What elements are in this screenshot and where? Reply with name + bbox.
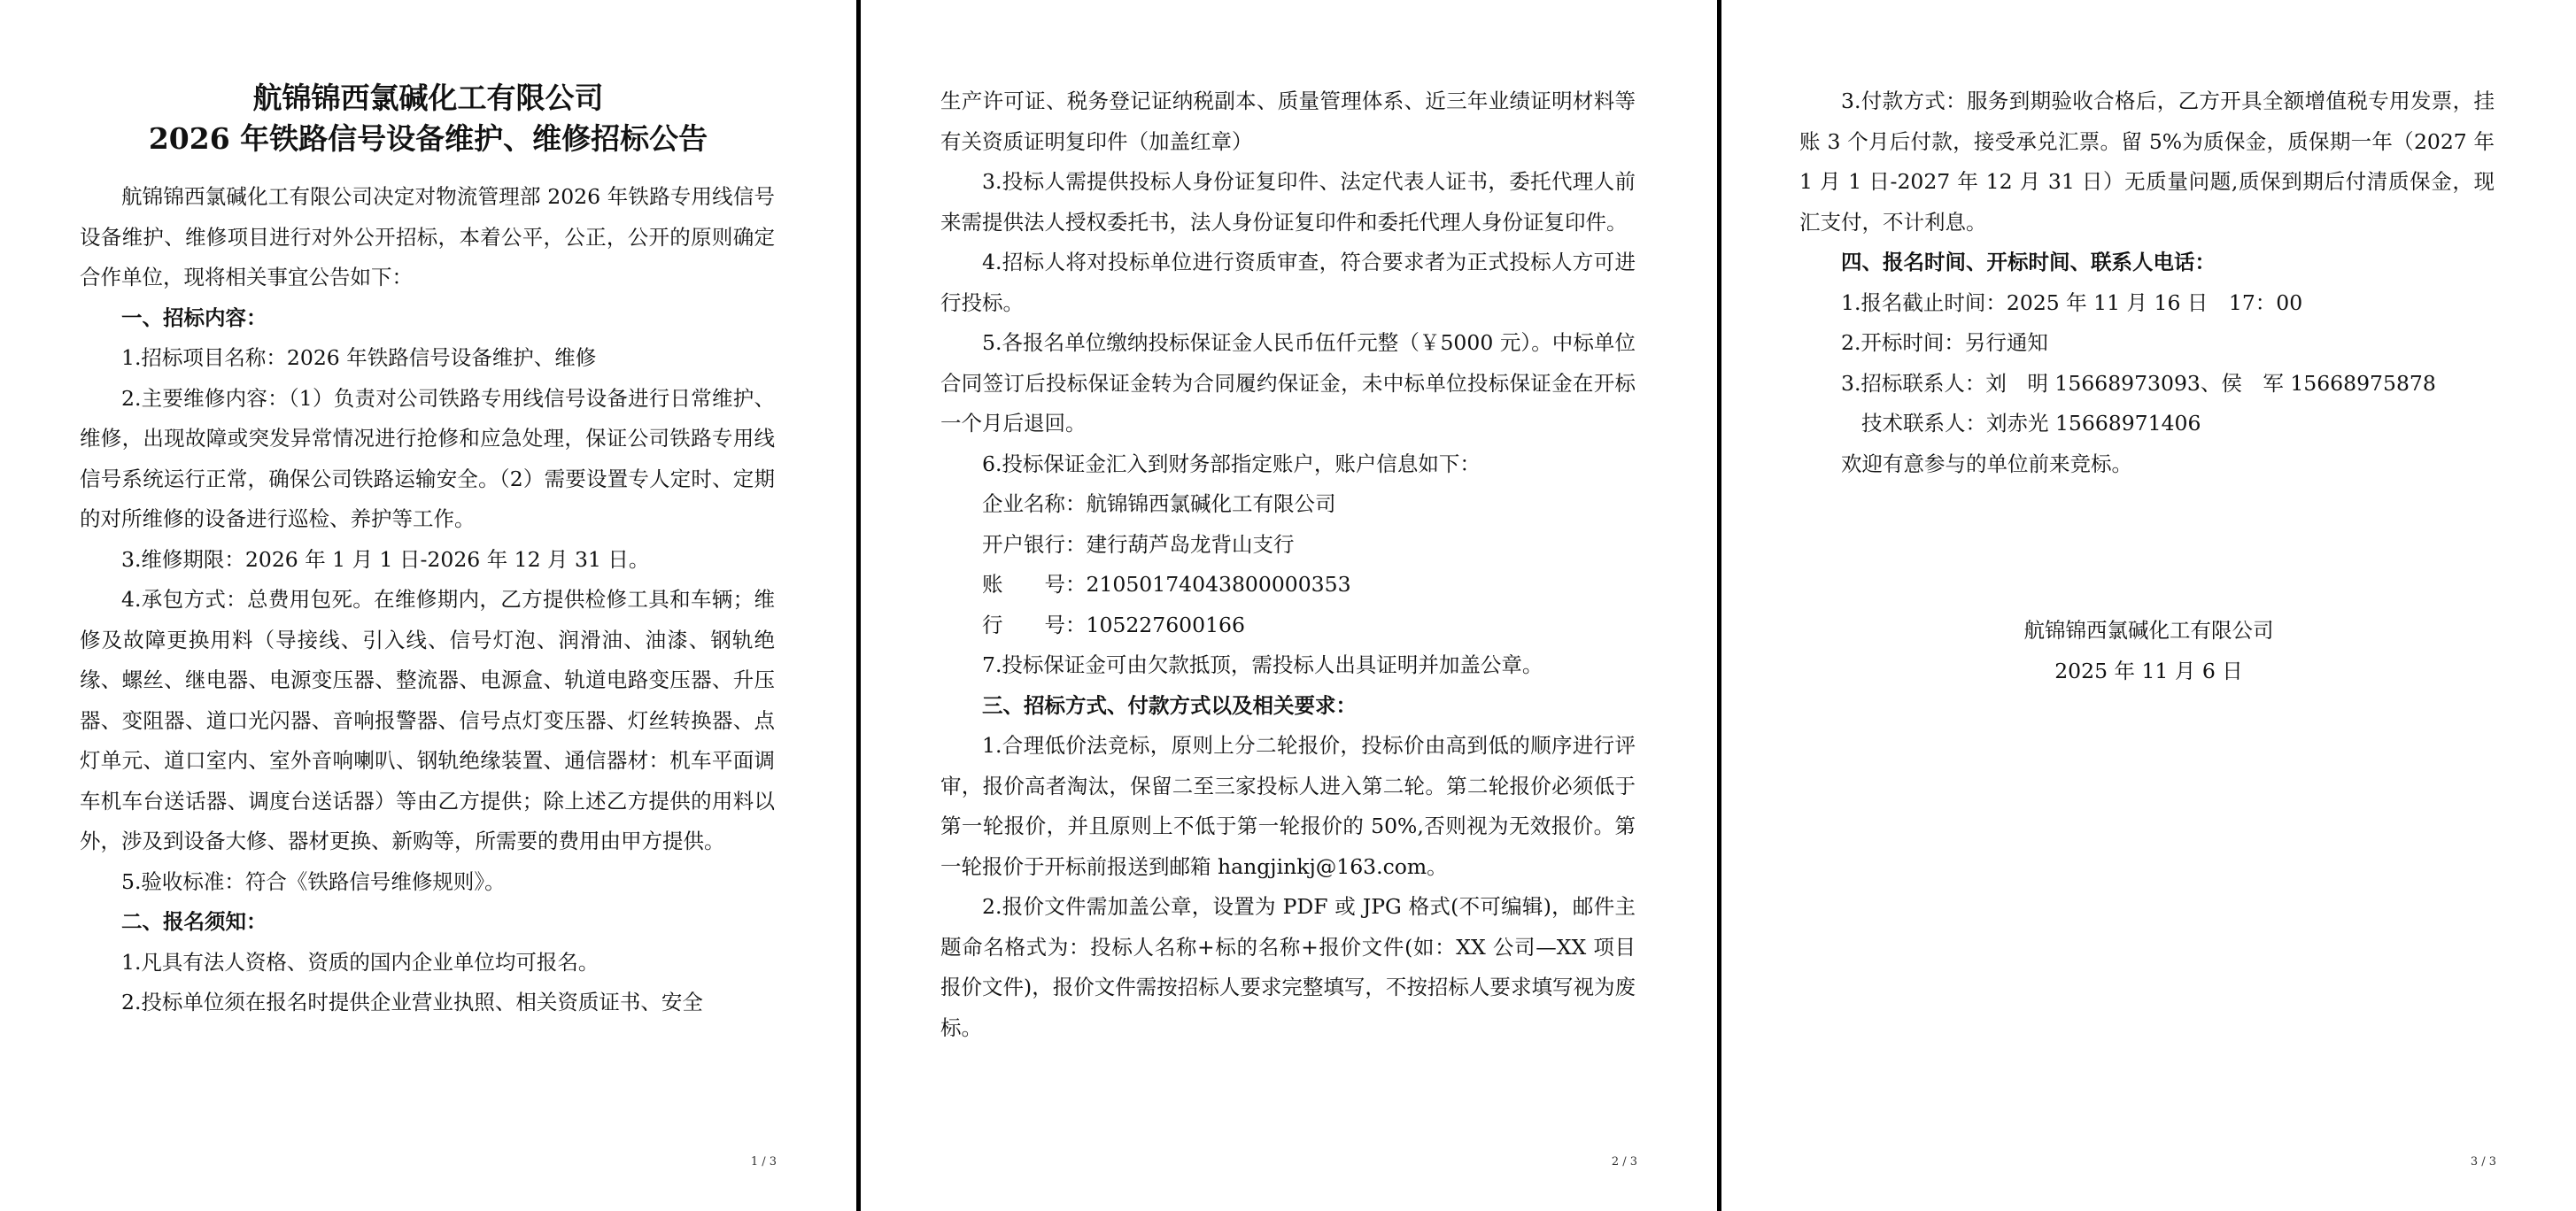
page-1-body <box>80 177 775 1023</box>
page-number: 3 / 3 <box>2470 1155 2496 1169</box>
registration-item-2: 2.投标单位须在报名时提供企业营业执照、相关资质证书、安全 <box>121 990 703 1014</box>
title-subject: 2026 年铁路信号设备维护、维修招标公告 <box>148 121 708 156</box>
page-number: 2 / 3 <box>1611 1155 1637 1169</box>
welcome-note: 欢迎有意参与的单位前来竞标。 <box>1841 451 2132 476</box>
page-3 <box>1721 0 2576 1211</box>
title-company: 航锦锦西氯碱化工有限公司 <box>252 81 604 115</box>
section-4-heading: 四、报名时间、开标时间、联系人电话： <box>1841 250 2216 274</box>
document-title <box>0 78 856 159</box>
tender-item-2: 2.主要维修内容：（1）负责对公司铁路专用线信号设备进行日常维护、维修，出现故障或突发异常情况进行抢修和应急处理，保证公司铁路专用线信号系统运行正常，确保公司铁路运输安全。（2）需要设置专人定时、定期的对所维修的设备进行巡检、养护等工作。 <box>80 385 775 531</box>
page-number: 1 / 3 <box>750 1155 777 1169</box>
account-number: 账 号：21050174043800000353 <box>982 572 1351 597</box>
registration-item-3: 3.投标人需提供投标人身份证复印件、法定代表人证书，委托代理人前来需提供法人授权委托书，法人身份证复印件和委托代理人身份证复印件。 <box>940 169 1636 235</box>
registration-item-2-continued: 生产许可证、税务登记证纳税副本、质量管理体系、近三年业绩证明材料等有关资质证明复印件（加盖红章） <box>940 89 1636 154</box>
bank-code: 行 号：105227600166 <box>982 612 1245 637</box>
tender-contacts: 3.招标联系人：刘 明 15668973093、侯 军 15668975878 <box>1841 370 2436 396</box>
registration-item-4: 4.招标人将对投标单位进行资质审查，符合要求者为正式投标人方可进行投标。 <box>940 250 1636 315</box>
registration-item-1: 1.凡具有法人资格、资质的国内企业单位均可报名。 <box>121 949 600 975</box>
registration-item-5: 5.各报名单位缴纳投标保证金人民币伍仟元整（￥5000 元）。中标单位合同签订后投标保证金转为合同履约保证金，未中标单位投标保证金在开标一个月后退回。 <box>940 330 1636 436</box>
signature-date: 2025 年 11 月 6 日 <box>2054 659 2243 683</box>
requirement-2: 2.报价文件需加盖公章，设置为 PDF 或 JPG 格式(不可编辑)，邮件主题命名格式为：投标人名称+标的名称+报价文件(如：XX 公司—XX 项目报价文件)，报价文件需按招标人要求完整填写，不按招标人要求填写视为废标。 <box>940 894 1636 1040</box>
requirement-3: 3.付款方式：服务到期验收合格后，乙方开具全额增值税专用发票，挂账 3 个月后付款，接受承兑汇票。留 5%为质保金，质保期一年（2027 年 1 月 1 日-2027 年 12 月 31 日）无质量问题,质保到期后付清质保金，现汇支付，不计利息。 <box>1799 89 2495 235</box>
section-1-heading: 一、招标内容： <box>121 305 267 330</box>
tender-item-5: 5.验收标准：符合《铁路信号维修规则》。 <box>121 868 506 894</box>
opening-time: 2.开标时间：另行通知 <box>1841 330 2048 355</box>
signature-company: 航锦锦西氯碱化工有限公司 <box>2023 618 2274 643</box>
tender-item-4: 4.承包方式：总费用包死。在维修期内，乙方提供检修工具和车辆；维修及故障更换用料（导接线、引入线、信号灯泡、润滑油、油漆、钢轨绝缘、螺丝、继电器、电源变压器、整流器、电源盒、轨道电路变压器、升压器、变阻器、道口光闪器、音响报警器、信号点灯变压器、灯丝转换器、点灯单元、道口室内、室外音响喇叭、钢轨绝缘装置、通信器材：机车平面调车机车台送话器、调度台送话器）等由乙方提供；除上述乙方提供的用料以外，涉及到设备大修、器材更换、新购等，所需要的费用由甲方提供。 <box>80 587 775 853</box>
page-3-body <box>1799 81 2495 484</box>
page-2-body <box>940 81 1636 1048</box>
tender-item-1: 1.招标项目名称：2026 年铁路信号设备维护、维修 <box>121 345 597 370</box>
page-2 <box>861 0 1717 1211</box>
registration-item-7: 7.投标保证金可由欠款抵顶，需投标人出具证明并加盖公章。 <box>982 652 1543 677</box>
section-3-heading: 三、招标方式、付款方式以及相关要求： <box>982 692 1357 718</box>
tender-item-3: 3.维修期限：2026 年 1 月 1 日-2026 年 12 月 31 日。 <box>121 546 650 572</box>
section-2-heading: 二、报名须知： <box>121 909 267 934</box>
page-1 <box>0 0 856 1211</box>
technical-contact: 技术联系人：刘赤光 15668971406 <box>1861 411 2201 436</box>
account-company: 企业名称：航锦锦西氯碱化工有限公司 <box>982 491 1336 516</box>
account-bank: 开户银行：建行葫芦岛龙背山支行 <box>982 531 1295 557</box>
intro-paragraph: 航锦锦西氯碱化工有限公司决定对物流管理部 2026 年铁路专用线信号设备维护、维修项目进行对外公开招标，本着公平，公正，公开的原则确定合作单位，现将相关事宜公告如下： <box>80 184 775 289</box>
registration-item-6: 6.投标保证金汇入到财务部指定账户，账户信息如下： <box>982 451 1481 476</box>
registration-deadline: 1.报名截止时间：2025 年 11 月 16 日 17：00 <box>1841 289 2303 315</box>
requirement-1: 1.合理低价法竞标，原则上分二轮报价，投标价由高到低的顺序进行评审，报价高者淘汰，保留二至三家投标人进入第二轮。第二轮报价必须低于第一轮报价，并且原则上不低于第一轮报价的 50%,否则视为无效报价。第一轮报价于开标前报送到邮箱 hangjinkj@163.com。 <box>940 733 1636 879</box>
